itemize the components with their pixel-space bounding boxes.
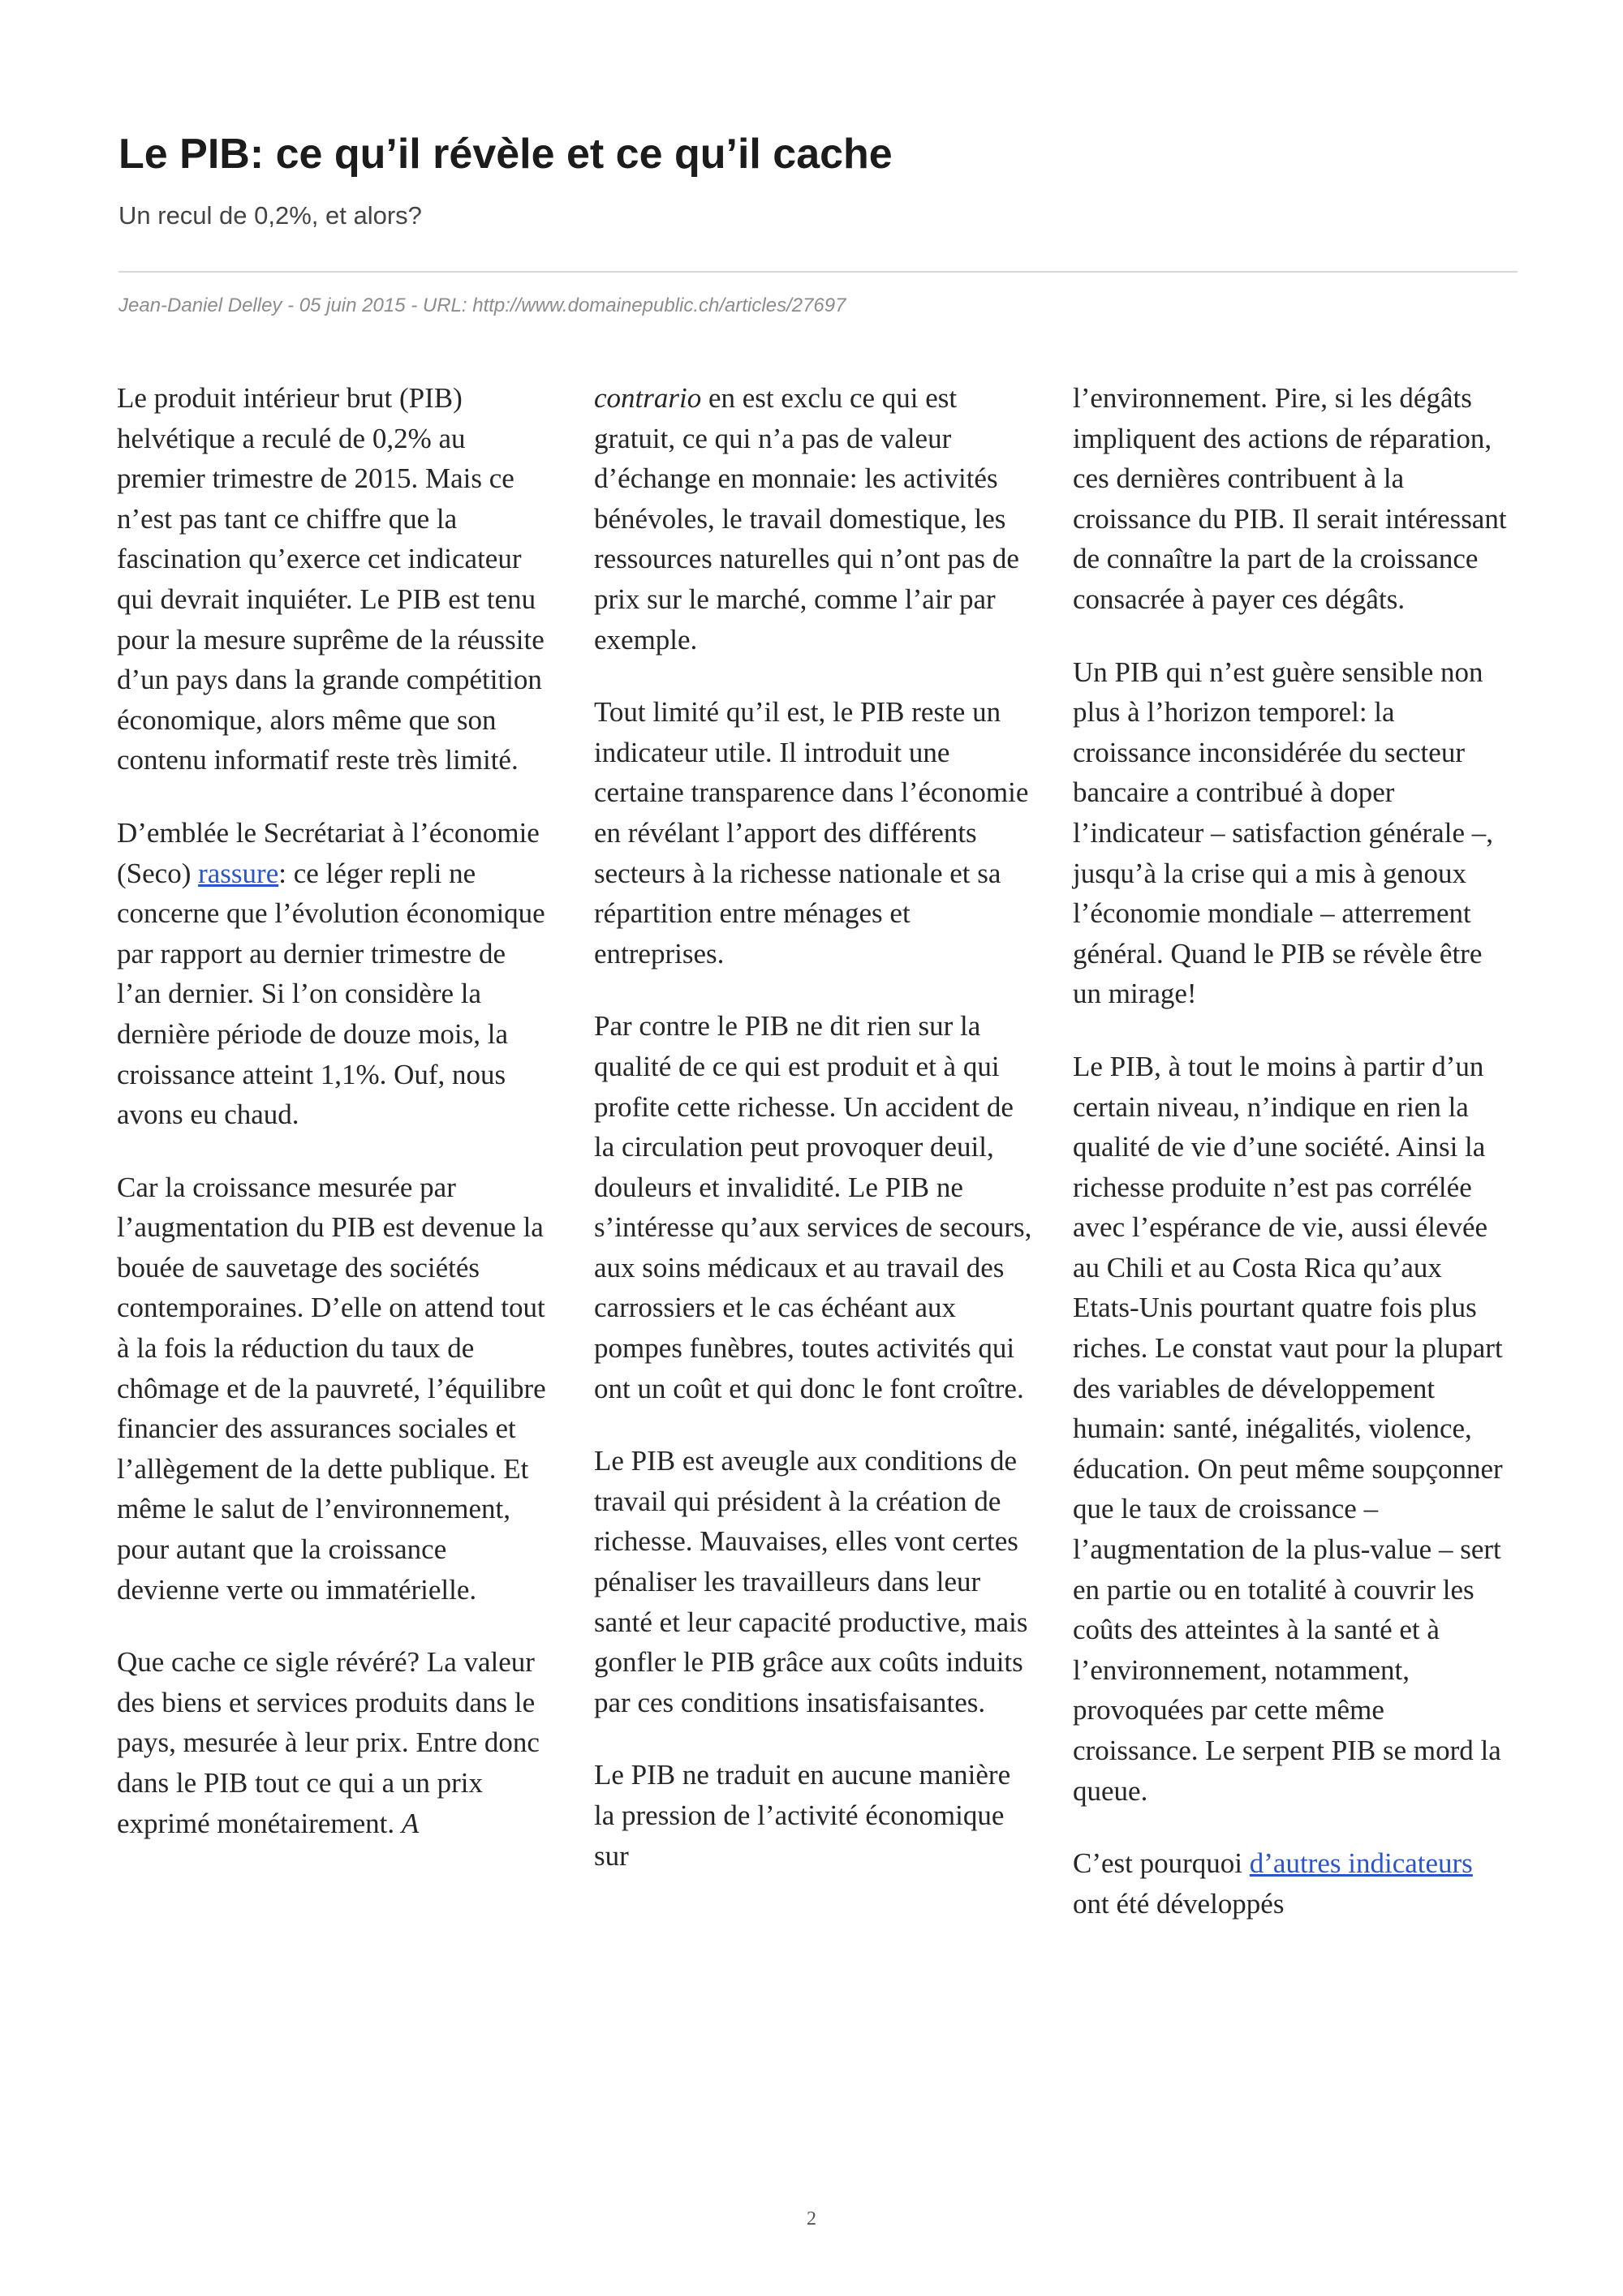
rassure-link[interactable]: rassure <box>198 857 279 889</box>
article-title: Le PIB: ce qu’il révèle et ce qu’il cache <box>118 131 893 178</box>
italic-text: contrario <box>594 382 702 414</box>
text-column-1 <box>117 378 555 1843</box>
paragraph-text: C’est pourquoi <box>1073 1847 1250 1880</box>
header-divider <box>118 271 1518 273</box>
paragraph: Le PIB est aveugle aux conditions de travail qui président à la création de richesse. Mauvaises, elles vont certes pénaliser les travailleurs dans leur santé et leur capacité productive, mais gonfler le PIB grâce aux coûts induits par ces conditions insatisfaisantes. <box>594 1445 1028 1718</box>
paragraph: Car la croissance mesurée par l’augmentation du PIB est devenue la bouée de sauvetage des sociétés contemporaines. D’elle on attend tout à la fois la réduction du taux de chômage et de la pauvreté, l’équilibre financier des assurances sociales et l’allègement de la dette publique. Et même le salut de l’environnement, pour autant que la croissance devienne verte ou immatérielle. <box>117 1171 546 1606</box>
paragraph: Tout limité qu’il est, le PIB reste un indicateur utile. Il introduit une certaine transparence dans l’économie en révélant l’apport des différents secteurs à la richesse nationale et sa répartition entre ménages et entreprises. <box>594 696 1029 970</box>
page-number: 2 <box>807 2208 816 2229</box>
paragraph <box>1073 1843 1511 1924</box>
paragraph <box>594 378 1032 660</box>
text-column-3 <box>1073 378 1511 1924</box>
paragraph-text: en est exclu ce qui est gratuit, ce qui n’a pas de valeur d’échange en monnaie: les activités bénévoles, le travail domestique, les ressources naturelles qui n’ont pas de prix sur le marché, comme l’air par exemple. <box>594 382 1019 656</box>
paragraph <box>117 1642 555 1843</box>
italic-text: A <box>401 1807 420 1839</box>
paragraph: Le PIB ne traduit en aucune manière la pression de l’activité économique sur <box>594 1759 1011 1872</box>
article-meta: Jean-Daniel Delley - 05 juin 2015 - URL: http://www.domainepublic.ch/articles/27697 <box>118 295 846 316</box>
paragraph: Le produit intérieur brut (PIB) helvétique a reculé de 0,2% au premier trimestre de 2015. Mais ce n’est pas tant ce chiffre que la fascination qu’exerce cet indicateur qui devrait inquiéter. Le PIB est tenu pour la mesure suprême de la réussite d’un pays dans la grande compétition économique, alors même que son contenu informatif reste très limité. <box>117 382 545 776</box>
paragraph: Le PIB, à tout le moins à partir d’un certain niveau, n’indique en rien la qualité de vie d’une société. Ainsi la richesse produite n’est pas corrélée avec l’espérance de vie, aussi élevée au Chili et au Costa Rica qu’aux Etats-Unis pourtant quatre fois plus riches. Le constat vaut pour la plupart des variables de développement humain: santé, inégalités, violence, éducation. On peut même soupçonner que le taux de croissance – l’augmentation de la plus-value – sert en partie ou en totalité à couvrir les coûts des atteintes à la santé et à l’environnement, notamment, provoquées par cette même croissance. Le serpent PIB se mord la queue. <box>1073 1050 1503 1807</box>
paragraph: Un PIB qui n’est guère sensible non plus à l’horizon temporel: la croissance inconsidérée du secteur bancaire a contribué à doper l’indicateur – satisfaction générale –, jusqu’à la crise qui a mis à genoux l’économie mondiale – atterrement général. Quand le PIB se révèle être un mirage! <box>1073 656 1493 1010</box>
autres-indicateurs-link[interactable]: d’autres indicateurs <box>1249 1847 1473 1880</box>
article-subtitle: Un recul de 0,2%, et alors? <box>118 201 422 230</box>
paragraph-text: ont été développés <box>1073 1887 1285 1920</box>
paragraph: l’environnement. Pire, si les dégâts impliquent des actions de réparation, ces dernières contribuent à la croissance du PIB. Il serait intéressant de connaître la part de la croissance consacrée à payer ces dégâts. <box>1073 382 1507 615</box>
text-column-2 <box>594 378 1032 1876</box>
paragraph <box>117 813 555 1135</box>
paragraph-text: D’emblée le Secrétariat à l’économie (Seco) <box>117 816 540 889</box>
paragraph: Par contre le PIB ne dit rien sur la qualité de ce qui est produit et à qui profite cette richesse. Un accident de la circulation peut provoquer deuil, douleurs et invalidité. Le PIB ne s’intéresse qu’aux services de secours, aux soins médicaux et au travail des carrossiers et le cas échéant aux pompes funèbres, toutes activités qui ont un coût et qui donc le font croître. <box>594 1010 1032 1404</box>
paragraph-text: : ce léger repli ne concerne que l’évolution économique par rapport au dernier trimestre de l’an dernier. Si l’on considère la dernière période de douze mois, la croissance atteint 1,1%. Ouf, nous avons eu chaud. <box>117 857 545 1131</box>
paragraph-text: Que cache ce sigle révéré? La valeur des biens et services produits dans le pays, mesurée à leur prix. Entre donc dans le PIB tout ce qui a un prix exprimé monétairement. <box>117 1646 540 1839</box>
